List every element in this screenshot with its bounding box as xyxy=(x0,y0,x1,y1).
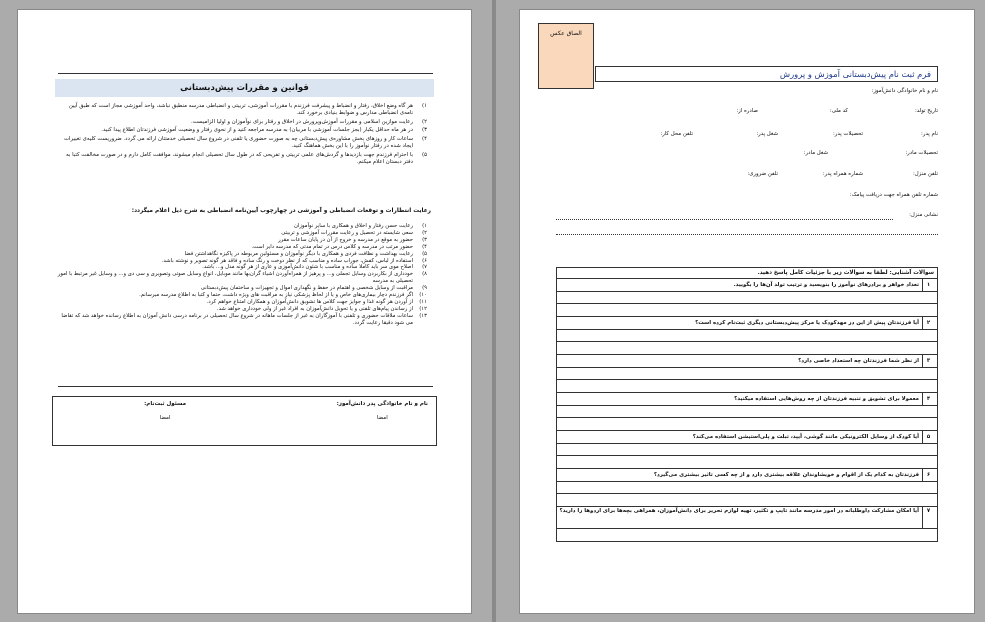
mother-education-label[interactable]: تحصیلات مادر: xyxy=(905,150,938,156)
answer-line[interactable] xyxy=(557,529,937,541)
father-job-label[interactable]: شغل پدر: xyxy=(756,131,778,137)
question-block: ۳ از نظر شما فرزندتان چه استعداد خاصی دارد؟ xyxy=(556,355,938,393)
sms-mobile-label[interactable]: شماره تلفن همراه جهت دریافت پیامک: xyxy=(849,192,938,198)
address-line xyxy=(556,234,938,235)
address-label[interactable]: نشانی منزل: xyxy=(909,212,938,218)
list-item: ۵) رعایت بهداشت و نظافت فردی و همکاری با دیگر نوآموزان و مسئولین مربوطه در پاکیزه نگاهداشتن فضا xyxy=(184,250,427,257)
list-item: ۱۰) اگر فرزندم دچار بیماری‌های خاص و یا از لحاظ پزشکی نیاز به مراقبت های ویژه داشت، حتما و کتبا به اطلاع مدرسه میرسانم. xyxy=(139,292,427,299)
national-code-label[interactable]: کد ملی: xyxy=(829,108,848,114)
father-work-phone-label[interactable]: تلفن محل کار: xyxy=(660,131,693,137)
birth-date-label[interactable]: تاریخ تولد: xyxy=(914,108,938,114)
top-rule xyxy=(58,73,433,74)
list-item: ۳) در هر ماه حداقل یکبار (بجز جلسات آموزشی با مربیان) به مدرسه مراجعه کنید و از نحوی رفتار و وضعیت آموزشی فرزندتان اطلاع پیدا کنید. xyxy=(101,127,427,134)
photo-placeholder[interactable]: الصاق عکس xyxy=(538,23,594,89)
rules-list xyxy=(55,103,427,167)
home-phone-label[interactable]: تلفن منزل: xyxy=(912,171,938,177)
duties-list xyxy=(55,223,427,327)
questions-heading: سوالات آشنایی: لطفا به سوالات زیر با جزئیات کامل پاسخ دهید. xyxy=(556,267,938,279)
emergency-phone-label[interactable]: تلفن ضروری: xyxy=(747,171,778,177)
form-title: فرم ثبت نام پیش‌دبستانی آموزش و پرورش xyxy=(595,66,938,82)
answer-line[interactable] xyxy=(557,292,937,304)
answer-line[interactable] xyxy=(557,304,937,316)
mobile-label[interactable]: شماره همراه پدر: xyxy=(822,171,863,177)
question-block: ۶ فرزندتان به کدام یک از اقوام و خویشاوندان علاقه بیشتری دارد و از چه کسی تاثیر بیشتری می‌گیرد؟ xyxy=(556,469,938,507)
answer-line[interactable] xyxy=(557,482,937,494)
answer-line[interactable] xyxy=(557,342,937,354)
list-item: ۱۲) از رساندن پیام‌های تلفنی و یا تحویل دانش‌آموزان به افراد غیر از ولی خودداری خواهد شد. xyxy=(216,305,427,312)
parent-signature[interactable]: نام و نام خانوادگی پدر دانش‌آموز: امضا xyxy=(336,401,428,421)
answer-line[interactable] xyxy=(557,456,937,468)
list-item: ۳) حضور به موقع در مدرسه و خروج از آن در پایان ساعات مقرر xyxy=(278,236,427,243)
question-block: ۱ تعداد خواهر و برادرهای نوآموز را بنویسید و ترتیب تولد آن‌ها را بگویید. xyxy=(556,279,938,317)
question-block: ۷ آیا امکان مشارکت داوطلبانه در امور مدرسه مانند تایپ و تکثیر، تهیه لوازم تحریر برای دانش‌آموزان، همراهی بچه‌ها برای اردوها را دارید؟ xyxy=(556,507,938,542)
list-item: ۲) رعایت موازین اسلامی و مقررات آموزش‌وپرورش در اخلاق و رفتار برای نوآموزان و اولیا الزامیست. xyxy=(191,118,427,125)
student-name-label[interactable]: نام و نام خانوادگی دانش‌آموز: xyxy=(871,88,938,94)
answer-line[interactable] xyxy=(557,494,937,506)
address-line xyxy=(556,219,893,220)
list-item: ۴) حضور مرتب در مدرسه و کلاس درس در تمام مدتی که مدرسه دایر است. xyxy=(251,243,427,250)
rules-title: قوانین و مقررات پیش‌دبستانی xyxy=(55,79,434,97)
father-education-label[interactable]: تحصیلات پدر: xyxy=(832,131,863,137)
answer-line[interactable] xyxy=(557,330,937,342)
list-item: ۵) با احترام فرزندم جهت بازدیدها و گردش‌های علمی تربیتی و تفریحی که در طول سال تحصیلی انجام میشوند، موافقت کامل دارم و در صورت مخالفت کتبا به دفتر دبستان اعلام میکنم. xyxy=(66,151,427,165)
question-block: ۵ آیا کودک از وسایل الکترونیکی مانند گوشی، آیپد، تبلت و پلی‌استیشن استفاده می‌کند؟ xyxy=(556,431,938,469)
list-item: ۱) هر گاه وضع اخلاق، رفتار و انضباط و پیشرفت فرزندم با مقررات آموزشی، تربیتی و انضباطی مدرسه منطبق نباشد، واحد آموزشی مجاز است که طبق آیین نامه‌ی انضباطی مدارس و ضوابط بنیادی برخورد کند. xyxy=(68,103,427,116)
list-item: ۹) مراقبت از وسایل شخصی و اهتمام در حفظ و نگهداری اموال و تجهیزات و ساختمان پیش‌دبستانی xyxy=(200,285,427,292)
rules-page xyxy=(17,9,472,614)
answer-line[interactable] xyxy=(557,380,937,392)
answer-line[interactable] xyxy=(557,406,937,418)
bottom-rule xyxy=(58,386,433,387)
father-name-label[interactable]: نام پدر: xyxy=(921,131,938,137)
list-item: ۱۳) ساعات ملاقات حضوری و تلفنی با آموزگاران به غیر از جلسات ماهانه در شروع سال تحصیلی در برنامه درسی دانش آموزان به اطلاع رسانده خواهد شد که تقاضا می شود دقیقا رعایت گردد. xyxy=(61,312,427,326)
list-item: ۷) اصلاح موی سر باید کاملا ساده و مناسب با شئون دانش‌آموزی و عاری از هر گونه مدل و... باشد. xyxy=(202,264,427,271)
registration-form-page xyxy=(519,9,975,614)
mother-job-label[interactable]: شغل مادر: xyxy=(803,150,828,156)
answer-line[interactable] xyxy=(557,418,937,430)
signature-box xyxy=(52,396,437,446)
list-item: ۱) رعایت حسن رفتار و اخلاق و همکاری با سایر نوآموزان xyxy=(294,223,427,229)
list-item: ۲) سعی شایسته در تحصیل و رعایت مقررات آموزشی و تربیتی xyxy=(281,229,427,236)
page-divider xyxy=(492,0,496,622)
issued-from-label[interactable]: صادره از: xyxy=(736,108,758,114)
answer-line[interactable] xyxy=(557,368,937,380)
questions-section xyxy=(556,267,938,542)
duties-heading: رعایت انتظارات و توقعات انضباطی و آموزشی در چهارچوب آیین‌نامه انضباطی به شرح ذیل اعلام میگردد: xyxy=(131,208,431,214)
student-info xyxy=(556,88,938,248)
list-item: ۶) استفاده از لباس، کفش، جوراب ساده و مناسب که از نظر دوخت و رنگ ساده و فاقد هر گونه تصویر و نوشته باشد. xyxy=(161,257,427,264)
question-block: ۴ معمولا برای تشویق و تنبیه فرزندتان از چه روش‌هایی استفاده میکنید؟ xyxy=(556,393,938,431)
answer-line[interactable] xyxy=(557,444,937,456)
list-item: ۸) خودداری از بکاربردن وسایل تجملی و... و پرهیز از همراه‌آوردن اشیاء گران‌بها مانند موبایل، انواع وسایل صوتی وتصویری و سی دی و... و وسایل غیر مرتبط با امور تحصیلی به مدرسه xyxy=(57,271,427,285)
question-block: ۲ آیا فرزندتان پیش از این در مهدکودک یا مرکز پیش‌دبستانی دیگری ثبت‌نام کرده است؟ xyxy=(556,317,938,355)
official-signature[interactable]: مسئول ثبت‌نام: امضا xyxy=(144,401,186,421)
list-item: ۱۱) از آوردن هر گونه غذا و جوایز جهت کلاس ها تشویق دانش‌آموزان و همکاران امتناع خواهم کرد. xyxy=(206,298,427,305)
list-item: ۴) ساعات کار و روزهای بخش مشاوره‌ی پیش‌دبستانی چه به صورت حضوری یا تلفنی در شروع سال تحصیلی خدمتتان ارائه می گردد. ضروریست کلیه‌ی تغییرات ایجاد شده در رفتار نوآموز را با این بخش هماهنگ کنید. xyxy=(63,136,427,149)
